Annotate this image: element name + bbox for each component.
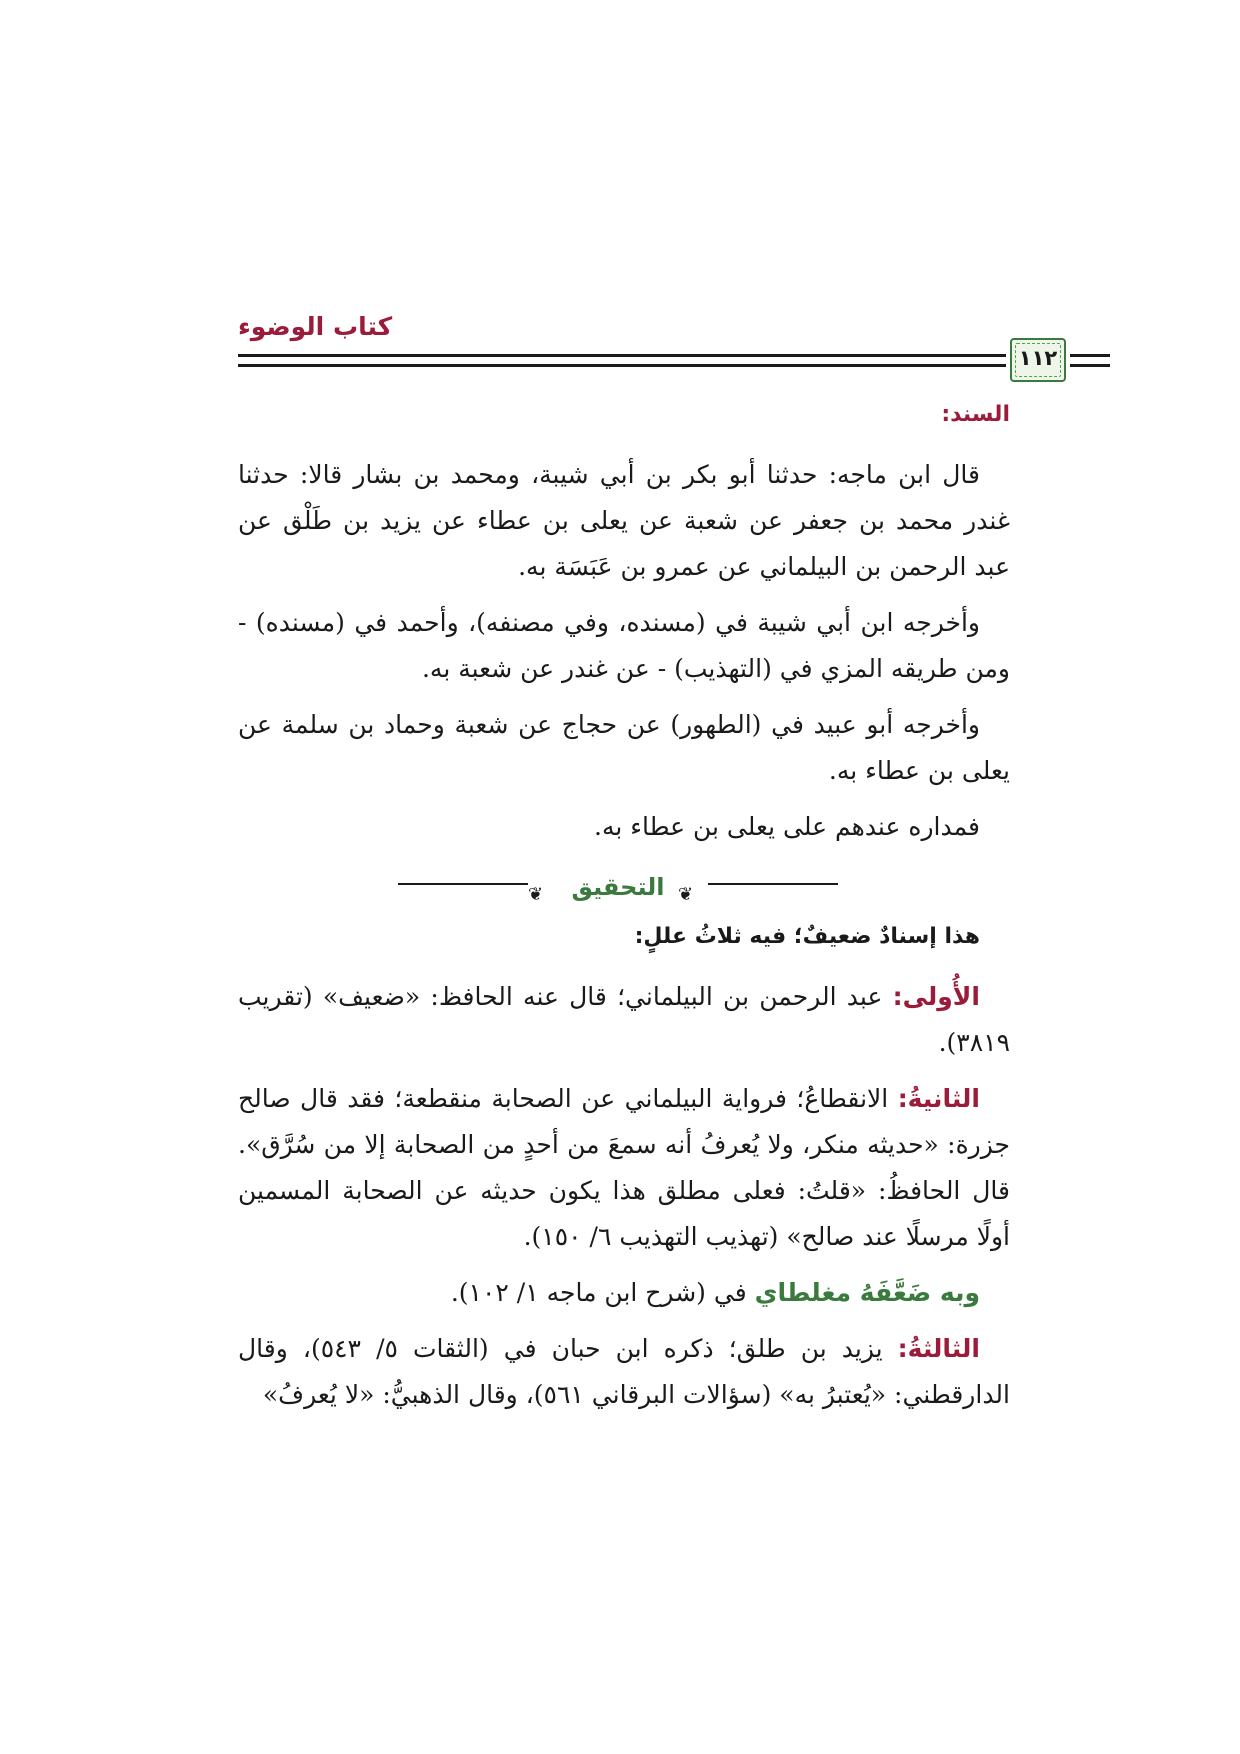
paragraph: قال ابن ماجه: حدثنا أبو بكر بن أبي شيبة، ومحمد بن بشار قالا: حدثنا غندر محمد بن جعفر عن شعبة عن يعلى بن عطاء عن يزيد بن طَلْق عن عبد الرحمن بن البيلماني عن عمرو بن عَبَسَة به. bbox=[238, 460, 1010, 581]
paragraph: وأخرجه أبو عبيد في (الطهور) عن حجاج عن شعبة وحماد بن سلمة عن يعلى بن عطاء به. bbox=[238, 710, 1010, 785]
weakened-text: في (شرح ابن ماجه ١/ ١٠٢). bbox=[450, 1278, 755, 1307]
section-divider bbox=[238, 860, 1010, 906]
illness-second bbox=[238, 1076, 1010, 1260]
illness-third bbox=[238, 1326, 1010, 1418]
divider-line bbox=[708, 883, 838, 885]
paragraph: فمداره عندهم على يعلى بن عطاء به. bbox=[594, 812, 980, 841]
verdict-heading: هذا إسنادٌ ضعيفٌ؛ فيه ثلاثُ عللٍ: bbox=[634, 924, 980, 949]
illness-text: الانقطاعُ؛ فرواية البيلماني عن الصحابة منقطعة؛ فقد قال صالح جزرة: «حديثه منكر، ولا يُعرفُ أنه سمعَ من أحدٍ من الصحابة إلا من سُرَّق». قال الحافظُ: «قلتُ: فعلى مطلق هذا يكون حديثه عن الصحابة المسمين أولًا مرسلًا عند صالح» (تهذيب التهذيب ٦/ ١٥٠). bbox=[238, 1084, 1010, 1251]
ornament-icon: ❦ bbox=[528, 884, 544, 905]
page-content bbox=[238, 392, 1010, 1428]
book-title: كتاب الوضوء bbox=[238, 312, 393, 341]
illness-text: عبد الرحمن بن البيلماني؛ قال عنه الحافظ: «ضعيف» (تقريب ٣٨١٩). bbox=[238, 982, 1010, 1057]
divider-line bbox=[398, 883, 528, 885]
page-number: ١١٢ bbox=[1018, 346, 1058, 370]
header-rule-bottom bbox=[238, 364, 1006, 367]
header-rule-top-right bbox=[1070, 354, 1110, 357]
header-rule-bottom-right bbox=[1070, 364, 1110, 367]
section-label: السند: bbox=[941, 402, 1010, 427]
weakened-note bbox=[238, 1270, 1010, 1316]
illness-label: الأُولى: bbox=[892, 982, 980, 1011]
illness-first bbox=[238, 974, 1010, 1066]
illness-text: يزيد بن طلق؛ ذكره ابن حبان في (الثقات ٥/ ٥٤٣)، وقال الدارقطني: «يُعتبرُ به» (سؤالات البرقاني ٥٦١)، وقال الذهبيُّ: «لا يُعرفُ» bbox=[238, 1334, 1010, 1409]
divider-title: التحقيق bbox=[571, 873, 665, 901]
illness-label: الثانيةُ: bbox=[897, 1084, 980, 1113]
header-rule-top bbox=[238, 354, 1006, 357]
ornament-icon: ❦ bbox=[678, 884, 694, 905]
page-number-frame bbox=[1010, 338, 1066, 382]
paragraph: وأخرجه ابن أبي شيبة في (مسنده، وفي مصنفه)، وأحمد في (مسنده) - ومن طريقه المزي في (التهذيب) - عن غندر عن شعبة به. bbox=[238, 608, 1010, 683]
illness-label: الثالثةُ: bbox=[897, 1334, 980, 1363]
weakened-label: وبه ضَعَّفَهُ مغلطاي bbox=[754, 1278, 980, 1307]
